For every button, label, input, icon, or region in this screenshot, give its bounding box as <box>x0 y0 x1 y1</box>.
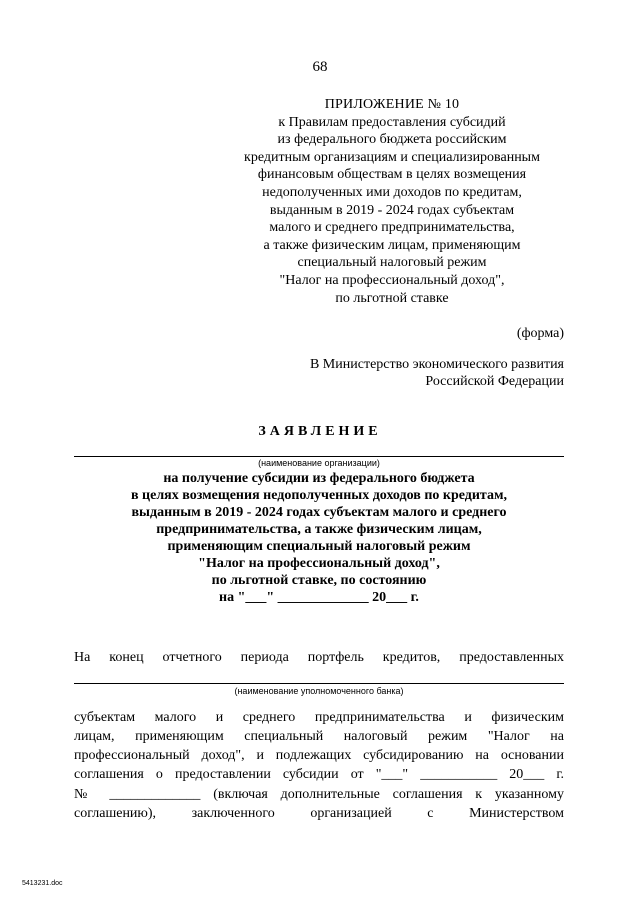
appendix-line: специальный налоговый режим <box>297 255 487 271</box>
subject-line: предпринимательства, а также физическим лицам, <box>156 522 482 537</box>
subject-line: в целях возмещения недополученных доходов по кредитам, <box>130 488 507 503</box>
body-line: соглашения о предоставлении субсидии от "___" ___________ 20___ г. <box>74 767 564 782</box>
subject-line: на получение субсидии из федерального бюджета <box>163 471 475 486</box>
appendix-line: из федерального бюджета российским <box>277 132 507 148</box>
page-number: 68 <box>312 59 328 75</box>
subject-line: по льготной ставке, по состоянию <box>211 573 427 588</box>
organization-caption: (наименование организации) <box>258 458 380 468</box>
appendix-line: малого и среднего предпринимательства, <box>269 220 515 236</box>
appendix-title: ПРИЛОЖЕНИЕ № 10 <box>324 97 460 112</box>
appendix-line: по льготной ставке <box>335 290 449 306</box>
form-label: (форма) <box>516 326 564 341</box>
subject-line: применяющим специальный налоговый режим <box>167 539 471 554</box>
appendix-line: недополученных ими доходов по кредитам, <box>262 184 522 200</box>
appendix-line: финансовым обществам в целях возмещения <box>257 167 527 183</box>
body-line: лицам, применяющим специальный налоговый режим "Налог на <box>74 729 564 744</box>
footer-filename: 5413231.doc <box>22 880 63 887</box>
appendix-line: к Правилам предоставления субсидий <box>278 114 506 130</box>
recipient-line: В Министерство экономического развития <box>309 357 564 372</box>
appendix-line: "Налог на профессиональный доход", <box>279 272 505 288</box>
bank-caption: (наименование уполномоченного банка) <box>234 686 404 696</box>
body-line: профессиональный доход", и подлежащих субсидированию на основании <box>74 748 564 763</box>
appendix-line: кредитным организациям и специализированным <box>244 149 540 165</box>
bank-name-line <box>74 683 564 684</box>
organization-name-line <box>74 456 564 457</box>
body-line: соглашению), заключенного организацией с Министерством <box>74 806 564 821</box>
body-line: № _____________ (включая дополнительные соглашения к указанному <box>74 787 564 802</box>
appendix-line: а также физическим лицам, применяющим <box>263 237 521 253</box>
appendix-block <box>222 96 562 307</box>
appendix-line: выданным в 2019 - 2024 годах субъектам <box>269 202 515 218</box>
document-heading: ЗАЯВЛЕНИЕ <box>258 424 382 439</box>
intro-line: На конец отчетного периода портфель кредитов, предоставленных <box>74 650 564 665</box>
body-line: субъектам малого и среднего предпринимательства и физическим <box>74 710 564 725</box>
recipient-line: Российской Федерации <box>425 374 564 389</box>
recipient-block <box>250 356 564 390</box>
subject-line: выданным в 2019 - 2024 годах субъектам малого и среднего <box>131 505 507 520</box>
subject-date-line: на "___" _____________ 20___ г. <box>219 590 419 605</box>
subject-line: "Налог на профессиональный доход", <box>198 556 440 571</box>
application-subject <box>74 470 564 606</box>
